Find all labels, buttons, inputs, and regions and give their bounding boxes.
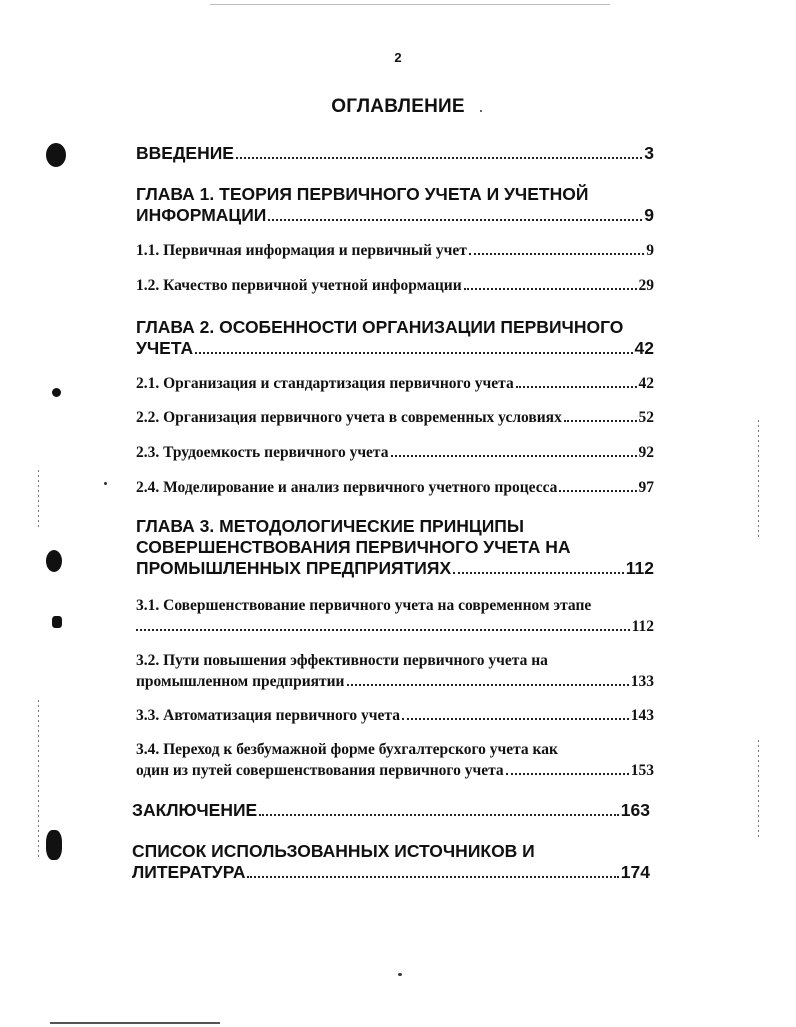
entry-title: 2.4. Моделирование и анализ первичного учетного процесса <box>136 479 558 496</box>
hole-punch-mark <box>52 616 62 628</box>
dot-leader <box>453 572 624 574</box>
dot-leader <box>391 455 637 457</box>
toc-entry-chapter-1[interactable] <box>136 184 654 226</box>
scan-speck <box>480 110 482 112</box>
entry-title-line-1: ГЛАВА 1. ТЕОРИЯ ПЕРВИЧНОГО УЧЕТА И УЧЕТНОЙ <box>136 184 589 204</box>
entry-title: 3.1. Совершенствование первичного учета на современном этапе <box>136 597 592 614</box>
entry-title: 3.3. Автоматизация первичного учета <box>136 707 400 724</box>
entry-title-line-1: 3.4. Переход к безбумажной форме бухгалтерского учета как <box>136 741 558 758</box>
toc-entry-section-1-1[interactable] <box>136 240 654 261</box>
dot-leader <box>136 629 630 631</box>
dot-leader <box>564 420 637 422</box>
entry-page: 42 <box>634 338 654 358</box>
hole-punch-mark <box>46 143 66 167</box>
entry-title: 2.1. Организация и стандартизация первичного учета <box>136 375 514 392</box>
scan-edge-bottom <box>50 1022 220 1024</box>
toc-entry-chapter-3[interactable] <box>136 516 654 579</box>
entry-page: 112 <box>625 558 654 578</box>
scan-edge-top <box>210 4 610 5</box>
entry-title: 1.1. Первичная информация и первичный учет <box>136 242 467 259</box>
entry-title-line-1: 3.2. Пути повышения эффективности первичного учета на <box>136 652 548 669</box>
entry-page: 92 <box>638 444 654 461</box>
entry-title-line-2: промышленном предприятии <box>136 673 345 690</box>
scan-streak <box>758 740 759 840</box>
entry-title-line-2: один из путей совершенствования первичного учета <box>136 762 504 779</box>
toc-entry-section-3-2[interactable] <box>136 650 654 692</box>
dot-leader <box>469 253 644 255</box>
entry-title-line-2: СОВЕРШЕНСТВОВАНИЯ ПЕРВИЧНОГО УЧЕТА НА <box>136 537 571 557</box>
toc-entry-section-2-1[interactable] <box>136 373 654 394</box>
entry-page: 9 <box>644 205 654 225</box>
entry-title: ВВЕДЕНИЕ <box>136 143 234 163</box>
entry-title-line-2: ИНФОРМАЦИИ <box>136 205 267 225</box>
toc-entry-section-2-3[interactable] <box>136 442 654 463</box>
toc-entry-introduction[interactable] <box>136 143 654 164</box>
entry-page: 52 <box>638 409 654 426</box>
dot-leader <box>506 773 629 775</box>
dot-leader <box>236 157 642 159</box>
toc-entry-references[interactable] <box>132 841 650 883</box>
dot-leader <box>347 684 629 686</box>
toc-entry-chapter-2[interactable] <box>136 317 654 359</box>
entry-title: ЗАКЛЮЧЕНИЕ <box>132 800 258 820</box>
entry-title: 2.2. Организация первичного учета в современных условиях <box>136 409 562 426</box>
entry-page: 97 <box>638 479 654 496</box>
entry-title-line-1: ГЛАВА 3. МЕТОДОЛОГИЧЕСКИЕ ПРИНЦИПЫ <box>136 516 524 536</box>
entry-page: 133 <box>630 673 654 690</box>
dot-leader <box>402 718 629 720</box>
scan-streak <box>38 700 39 860</box>
toc-entry-section-3-3[interactable] <box>136 705 654 726</box>
dot-leader <box>464 288 637 290</box>
toc-entry-section-2-4[interactable] <box>136 477 654 498</box>
dot-leader <box>195 352 632 354</box>
toc-entry-section-1-2[interactable] <box>136 275 654 296</box>
hole-punch-mark <box>52 388 61 397</box>
entry-page: 29 <box>638 277 654 294</box>
dot-leader <box>247 876 618 878</box>
entry-title-line-2: ЛИТЕРАТУРА <box>132 862 246 882</box>
toc-entry-section-3-1[interactable] <box>136 595 654 637</box>
toc-entry-section-3-4[interactable] <box>136 739 654 781</box>
entry-title-line-1: ГЛАВА 2. ОСОБЕННОСТИ ОРГАНИЗАЦИИ ПЕРВИЧНОГО <box>136 317 624 337</box>
scan-speck <box>398 973 402 976</box>
entry-title-line-3: ПРОМЫШЛЕННЫХ ПРЕДПРИЯТИЯХ <box>136 558 452 578</box>
page-number: 2 <box>394 50 402 65</box>
entry-page: 42 <box>638 375 654 392</box>
entry-page: 112 <box>631 618 654 635</box>
entry-page: 174 <box>620 862 650 882</box>
entry-title-line-2: УЧЕТА <box>136 338 194 358</box>
entry-page: 143 <box>630 707 654 724</box>
hole-punch-mark <box>46 830 62 860</box>
entry-page: 3 <box>644 143 654 163</box>
toc-entry-section-2-2[interactable] <box>136 407 654 428</box>
scan-speck <box>104 482 107 485</box>
entry-title: 2.3. Трудоемкость первичного учета <box>136 444 389 461</box>
dot-leader <box>516 386 637 388</box>
dot-leader <box>268 219 642 221</box>
scan-streak <box>38 470 39 530</box>
hole-punch-mark <box>46 550 62 572</box>
entry-title-line-1: СПИСОК ИСПОЛЬЗОВАННЫХ ИСТОЧНИКОВ И <box>132 841 535 861</box>
entry-title: 1.2. Качество первичной учетной информации <box>136 277 462 294</box>
dot-leader <box>559 490 636 492</box>
entry-page: 9 <box>646 242 654 259</box>
entry-page: 153 <box>630 762 654 779</box>
toc-title: ОГЛАВЛЕНИЕ <box>331 96 465 117</box>
dot-leader <box>259 814 619 816</box>
scan-streak <box>758 420 759 540</box>
toc-entry-conclusion[interactable] <box>132 800 650 821</box>
entry-page: 163 <box>620 800 650 820</box>
